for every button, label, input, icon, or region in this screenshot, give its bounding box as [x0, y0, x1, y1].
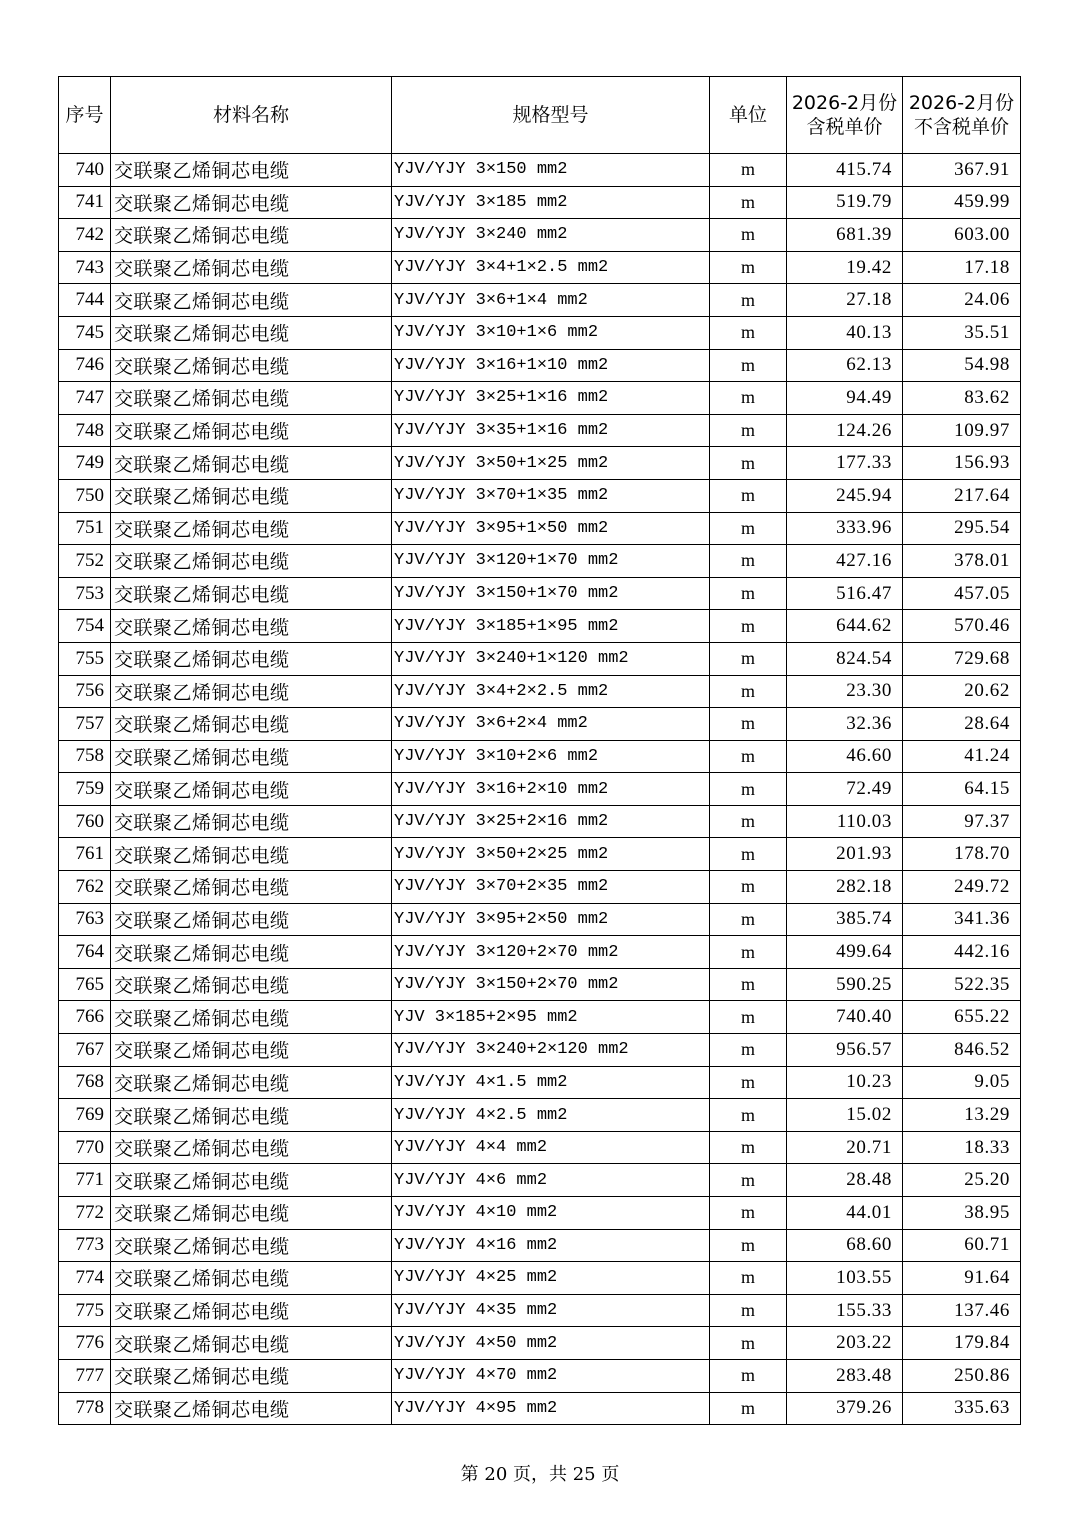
cell-price-tax: 72.49: [787, 773, 903, 806]
cell-material-name: 交联聚乙烯铜芯电缆: [111, 968, 392, 1001]
cell-price-notax: 28.64: [903, 708, 1021, 741]
cell-price-tax: 124.26: [787, 414, 903, 447]
cell-seq: 760: [59, 805, 111, 838]
table-row: [59, 1034, 1021, 1067]
cell-material-name: 交联聚乙烯铜芯电缆: [111, 1131, 392, 1164]
cell-price-notax: 64.15: [903, 773, 1021, 806]
cell-material-name: 交联聚乙烯铜芯电缆: [111, 805, 392, 838]
cell-material-name: 交联聚乙烯铜芯电缆: [111, 186, 392, 219]
cell-material-name: 交联聚乙烯铜芯电缆: [111, 1001, 392, 1034]
table-row: [59, 903, 1021, 936]
cell-spec: YJV/YJY 3×6+1×4 mm2: [392, 284, 710, 317]
table-row: [59, 1131, 1021, 1164]
header-unit: 单位: [710, 77, 787, 154]
cell-material-name: 交联聚乙烯铜芯电缆: [111, 708, 392, 741]
table-row: [59, 805, 1021, 838]
cell-unit: m: [710, 414, 787, 447]
cell-material-name: 交联聚乙烯铜芯电缆: [111, 675, 392, 708]
cell-material-name: 交联聚乙烯铜芯电缆: [111, 642, 392, 675]
cell-material-name: 交联聚乙烯铜芯电缆: [111, 610, 392, 643]
cell-price-notax: 25.20: [903, 1164, 1021, 1197]
table-row: [59, 382, 1021, 415]
cell-unit: m: [710, 903, 787, 936]
cell-price-notax: 179.84: [903, 1327, 1021, 1360]
cell-unit: m: [710, 479, 787, 512]
cell-unit: m: [710, 1197, 787, 1230]
cell-seq: 773: [59, 1229, 111, 1262]
table-row: [59, 871, 1021, 904]
cell-price-tax: 824.54: [787, 642, 903, 675]
cell-price-notax: 249.72: [903, 871, 1021, 904]
table-row: [59, 284, 1021, 317]
cell-unit: m: [710, 1392, 787, 1425]
cell-price-notax: 570.46: [903, 610, 1021, 643]
cell-seq: 763: [59, 903, 111, 936]
cell-spec: YJV/YJY 3×16+2×10 mm2: [392, 773, 710, 806]
cell-unit: m: [710, 1131, 787, 1164]
cell-price-tax: 94.49: [787, 382, 903, 415]
cell-price-notax: 109.97: [903, 414, 1021, 447]
cell-price-notax: 295.54: [903, 512, 1021, 545]
cell-spec: YJV/YJY 3×150 mm2: [392, 154, 710, 187]
table-row: [59, 773, 1021, 806]
cell-price-tax: 519.79: [787, 186, 903, 219]
cell-seq: 758: [59, 740, 111, 773]
cell-material-name: 交联聚乙烯铜芯电缆: [111, 1262, 392, 1295]
cell-seq: 756: [59, 675, 111, 708]
cell-material-name: 交联聚乙烯铜芯电缆: [111, 838, 392, 871]
cell-price-notax: 156.93: [903, 447, 1021, 480]
cell-price-tax: 46.60: [787, 740, 903, 773]
cell-unit: m: [710, 186, 787, 219]
cell-price-tax: 103.55: [787, 1262, 903, 1295]
cell-spec: YJV/YJY 3×150+2×70 mm2: [392, 968, 710, 1001]
cell-seq: 761: [59, 838, 111, 871]
cell-material-name: 交联聚乙烯铜芯电缆: [111, 251, 392, 284]
cell-unit: m: [710, 740, 787, 773]
cell-price-notax: 457.05: [903, 577, 1021, 610]
cell-material-name: 交联聚乙烯铜芯电缆: [111, 512, 392, 545]
cell-spec: YJV/YJY 4×10 mm2: [392, 1197, 710, 1230]
table-row: [59, 1001, 1021, 1034]
cell-price-notax: 729.68: [903, 642, 1021, 675]
cell-unit: m: [710, 1294, 787, 1327]
cell-spec: YJV/YJY 4×50 mm2: [392, 1327, 710, 1360]
cell-spec: YJV/YJY 3×6+2×4 mm2: [392, 708, 710, 741]
cell-price-tax: 333.96: [787, 512, 903, 545]
cell-unit: m: [710, 154, 787, 187]
cell-seq: 749: [59, 447, 111, 480]
cell-seq: 744: [59, 284, 111, 317]
cell-price-notax: 83.62: [903, 382, 1021, 415]
cell-price-notax: 9.05: [903, 1066, 1021, 1099]
cell-price-notax: 20.62: [903, 675, 1021, 708]
cell-price-tax: 15.02: [787, 1099, 903, 1132]
cell-spec: YJV/YJY 4×95 mm2: [392, 1392, 710, 1425]
cell-unit: m: [710, 1229, 787, 1262]
cell-price-tax: 681.39: [787, 219, 903, 252]
table-body: [59, 154, 1021, 1425]
table-row: [59, 545, 1021, 578]
table-row: [59, 1294, 1021, 1327]
header-row: [59, 77, 1021, 154]
cell-spec: YJV/YJY 4×4 mm2: [392, 1131, 710, 1164]
cell-price-tax: 203.22: [787, 1327, 903, 1360]
cell-unit: m: [710, 642, 787, 675]
cell-seq: 759: [59, 773, 111, 806]
table-row: [59, 936, 1021, 969]
cell-spec: YJV/YJY 3×70+1×35 mm2: [392, 479, 710, 512]
cell-price-tax: 379.26: [787, 1392, 903, 1425]
cell-unit: m: [710, 447, 787, 480]
cell-price-tax: 110.03: [787, 805, 903, 838]
table-row: [59, 1262, 1021, 1295]
cell-price-tax: 19.42: [787, 251, 903, 284]
cell-unit: m: [710, 545, 787, 578]
cell-spec: YJV/YJY 3×120+2×70 mm2: [392, 936, 710, 969]
cell-material-name: 交联聚乙烯铜芯电缆: [111, 1197, 392, 1230]
cell-material-name: 交联聚乙烯铜芯电缆: [111, 740, 392, 773]
cell-spec: YJV/YJY 4×35 mm2: [392, 1294, 710, 1327]
table-row: [59, 642, 1021, 675]
cell-material-name: 交联聚乙烯铜芯电缆: [111, 1359, 392, 1392]
table-row: [59, 708, 1021, 741]
cell-price-notax: 54.98: [903, 349, 1021, 382]
cell-spec: YJV/YJY 4×2.5 mm2: [392, 1099, 710, 1132]
cell-price-notax: 341.36: [903, 903, 1021, 936]
cell-seq: 740: [59, 154, 111, 187]
cell-unit: m: [710, 577, 787, 610]
cell-price-tax: 10.23: [787, 1066, 903, 1099]
cell-spec: YJV/YJY 3×4+2×2.5 mm2: [392, 675, 710, 708]
table-row: [59, 740, 1021, 773]
cell-price-tax: 62.13: [787, 349, 903, 382]
cell-material-name: 交联聚乙烯铜芯电缆: [111, 936, 392, 969]
cell-price-notax: 217.64: [903, 479, 1021, 512]
table-row: [59, 219, 1021, 252]
cell-material-name: 交联聚乙烯铜芯电缆: [111, 577, 392, 610]
table-row: [59, 251, 1021, 284]
cell-price-notax: 137.46: [903, 1294, 1021, 1327]
table-row: [59, 154, 1021, 187]
cell-material-name: 交联聚乙烯铜芯电缆: [111, 447, 392, 480]
cell-material-name: 交联聚乙烯铜芯电缆: [111, 349, 392, 382]
cell-seq: 757: [59, 708, 111, 741]
cell-price-tax: 32.36: [787, 708, 903, 741]
cell-spec: YJV/YJY 3×16+1×10 mm2: [392, 349, 710, 382]
header-price-notax-line2: 不含税单价: [913, 116, 1009, 138]
cell-seq: 765: [59, 968, 111, 1001]
cell-seq: 751: [59, 512, 111, 545]
cell-seq: 754: [59, 610, 111, 643]
cell-seq: 753: [59, 577, 111, 610]
cell-spec: YJV/YJY 4×16 mm2: [392, 1229, 710, 1262]
cell-seq: 752: [59, 545, 111, 578]
cell-unit: m: [710, 968, 787, 1001]
cell-price-notax: 442.16: [903, 936, 1021, 969]
cell-unit: m: [710, 1099, 787, 1132]
cell-price-tax: 177.33: [787, 447, 903, 480]
cell-price-notax: 24.06: [903, 284, 1021, 317]
cell-spec: YJV/YJY 3×25+2×16 mm2: [392, 805, 710, 838]
cell-spec: YJV/YJY 3×120+1×70 mm2: [392, 545, 710, 578]
cell-price-tax: 516.47: [787, 577, 903, 610]
cell-unit: m: [710, 1327, 787, 1360]
cell-spec: YJV/YJY 4×70 mm2: [392, 1359, 710, 1392]
header-seq: 序号: [59, 77, 111, 154]
cell-unit: m: [710, 512, 787, 545]
cell-spec: YJV/YJY 3×150+1×70 mm2: [392, 577, 710, 610]
cell-seq: 741: [59, 186, 111, 219]
cell-seq: 762: [59, 871, 111, 904]
cell-spec: YJV/YJY 4×25 mm2: [392, 1262, 710, 1295]
cell-seq: 742: [59, 219, 111, 252]
cell-price-notax: 38.95: [903, 1197, 1021, 1230]
cell-price-tax: 20.71: [787, 1131, 903, 1164]
table-row: [59, 1327, 1021, 1360]
table-row: [59, 414, 1021, 447]
cell-material-name: 交联聚乙烯铜芯电缆: [111, 871, 392, 904]
cell-price-tax: 499.64: [787, 936, 903, 969]
cell-spec: YJV/YJY 3×185 mm2: [392, 186, 710, 219]
cell-spec: YJV/YJY 3×95+1×50 mm2: [392, 512, 710, 545]
cell-price-tax: 644.62: [787, 610, 903, 643]
cell-price-notax: 603.00: [903, 219, 1021, 252]
cell-price-tax: 27.18: [787, 284, 903, 317]
cell-material-name: 交联聚乙烯铜芯电缆: [111, 316, 392, 349]
cell-price-notax: 378.01: [903, 545, 1021, 578]
cell-material-name: 交联聚乙烯铜芯电缆: [111, 1099, 392, 1132]
cell-price-notax: 846.52: [903, 1034, 1021, 1067]
cell-price-tax: 201.93: [787, 838, 903, 871]
cell-price-tax: 28.48: [787, 1164, 903, 1197]
table-row: [59, 675, 1021, 708]
cell-unit: m: [710, 1001, 787, 1034]
price-table: [58, 76, 1021, 1425]
cell-unit: m: [710, 1262, 787, 1295]
cell-seq: 778: [59, 1392, 111, 1425]
header-price-tax-line2: 含税单价: [806, 116, 883, 138]
cell-price-tax: 385.74: [787, 903, 903, 936]
cell-spec: YJV/YJY 3×70+2×35 mm2: [392, 871, 710, 904]
cell-unit: m: [710, 805, 787, 838]
cell-price-tax: 427.16: [787, 545, 903, 578]
cell-material-name: 交联聚乙烯铜芯电缆: [111, 1327, 392, 1360]
cell-seq: 769: [59, 1099, 111, 1132]
cell-material-name: 交联聚乙烯铜芯电缆: [111, 154, 392, 187]
cell-unit: m: [710, 1359, 787, 1392]
cell-material-name: 交联聚乙烯铜芯电缆: [111, 1066, 392, 1099]
header-price-notax-line1: 2026-2月份: [908, 92, 1015, 114]
cell-seq: 743: [59, 251, 111, 284]
cell-price-tax: 282.18: [787, 871, 903, 904]
table-row: [59, 1229, 1021, 1262]
cell-price-tax: 956.57: [787, 1034, 903, 1067]
table-row: [59, 1099, 1021, 1132]
cell-material-name: 交联聚乙烯铜芯电缆: [111, 1229, 392, 1262]
cell-seq: 768: [59, 1066, 111, 1099]
cell-material-name: 交联聚乙烯铜芯电缆: [111, 545, 392, 578]
cell-unit: m: [710, 251, 787, 284]
cell-material-name: 交联聚乙烯铜芯电缆: [111, 1294, 392, 1327]
cell-seq: 745: [59, 316, 111, 349]
cell-spec: YJV 3×185+2×95 mm2: [392, 1001, 710, 1034]
cell-price-notax: 459.99: [903, 186, 1021, 219]
table-row: [59, 577, 1021, 610]
cell-price-notax: 178.70: [903, 838, 1021, 871]
cell-seq: 774: [59, 1262, 111, 1295]
cell-material-name: 交联聚乙烯铜芯电缆: [111, 284, 392, 317]
header-price-notax: [903, 77, 1021, 154]
cell-price-notax: 97.37: [903, 805, 1021, 838]
table-row: [59, 968, 1021, 1001]
cell-seq: 750: [59, 479, 111, 512]
cell-unit: m: [710, 675, 787, 708]
table-row: [59, 186, 1021, 219]
cell-price-tax: 23.30: [787, 675, 903, 708]
cell-price-notax: 35.51: [903, 316, 1021, 349]
cell-seq: 770: [59, 1131, 111, 1164]
cell-unit: m: [710, 316, 787, 349]
cell-price-tax: 68.60: [787, 1229, 903, 1262]
table-row: [59, 447, 1021, 480]
cell-spec: YJV/YJY 3×185+1×95 mm2: [392, 610, 710, 643]
cell-unit: m: [710, 936, 787, 969]
cell-material-name: 交联聚乙烯铜芯电缆: [111, 773, 392, 806]
cell-seq: 746: [59, 349, 111, 382]
page-footer: 第 20 页，共 25 页: [460, 1464, 620, 1485]
table-row: [59, 316, 1021, 349]
cell-seq: 767: [59, 1034, 111, 1067]
header-price-tax-line1: 2026-2月份: [791, 92, 898, 114]
table-row: [59, 1392, 1021, 1425]
cell-unit: m: [710, 1164, 787, 1197]
cell-material-name: 交联聚乙烯铜芯电缆: [111, 903, 392, 936]
cell-seq: 755: [59, 642, 111, 675]
cell-spec: YJV/YJY 4×1.5 mm2: [392, 1066, 710, 1099]
cell-unit: m: [710, 838, 787, 871]
cell-seq: 772: [59, 1197, 111, 1230]
cell-material-name: 交联聚乙烯铜芯电缆: [111, 1164, 392, 1197]
cell-seq: 764: [59, 936, 111, 969]
cell-price-notax: 41.24: [903, 740, 1021, 773]
table-row: [59, 1359, 1021, 1392]
cell-seq: 777: [59, 1359, 111, 1392]
cell-spec: YJV/YJY 3×4+1×2.5 mm2: [392, 251, 710, 284]
table-row: [59, 838, 1021, 871]
cell-price-tax: 415.74: [787, 154, 903, 187]
cell-price-notax: 17.18: [903, 251, 1021, 284]
cell-spec: YJV/YJY 4×6 mm2: [392, 1164, 710, 1197]
cell-seq: 771: [59, 1164, 111, 1197]
table-row: [59, 349, 1021, 382]
cell-seq: 775: [59, 1294, 111, 1327]
cell-unit: m: [710, 382, 787, 415]
cell-seq: 748: [59, 414, 111, 447]
cell-unit: m: [710, 708, 787, 741]
cell-unit: m: [710, 219, 787, 252]
cell-material-name: 交联聚乙烯铜芯电缆: [111, 414, 392, 447]
cell-unit: m: [710, 1066, 787, 1099]
cell-price-tax: 590.25: [787, 968, 903, 1001]
header-name: 材料名称: [111, 77, 392, 154]
cell-price-tax: 283.48: [787, 1359, 903, 1392]
cell-spec: YJV/YJY 3×240+1×120 mm2: [392, 642, 710, 675]
cell-unit: m: [710, 871, 787, 904]
cell-spec: YJV/YJY 3×25+1×16 mm2: [392, 382, 710, 415]
cell-spec: YJV/YJY 3×10+2×6 mm2: [392, 740, 710, 773]
table-row: [59, 610, 1021, 643]
table-row: [59, 1066, 1021, 1099]
header-spec: 规格型号: [392, 77, 710, 154]
cell-price-notax: 18.33: [903, 1131, 1021, 1164]
cell-material-name: 交联聚乙烯铜芯电缆: [111, 479, 392, 512]
cell-material-name: 交联聚乙烯铜芯电缆: [111, 1034, 392, 1067]
cell-price-notax: 60.71: [903, 1229, 1021, 1262]
cell-price-tax: 155.33: [787, 1294, 903, 1327]
cell-seq: 766: [59, 1001, 111, 1034]
cell-spec: YJV/YJY 3×240 mm2: [392, 219, 710, 252]
cell-material-name: 交联聚乙烯铜芯电缆: [111, 1392, 392, 1425]
cell-material-name: 交联聚乙烯铜芯电缆: [111, 382, 392, 415]
cell-price-tax: 740.40: [787, 1001, 903, 1034]
cell-unit: m: [710, 610, 787, 643]
cell-price-notax: 91.64: [903, 1262, 1021, 1295]
cell-price-notax: 250.86: [903, 1359, 1021, 1392]
table-row: [59, 512, 1021, 545]
cell-material-name: 交联聚乙烯铜芯电缆: [111, 219, 392, 252]
cell-spec: YJV/YJY 3×50+1×25 mm2: [392, 447, 710, 480]
cell-spec: YJV/YJY 3×240+2×120 mm2: [392, 1034, 710, 1067]
header-price-tax: [787, 77, 903, 154]
cell-price-tax: 40.13: [787, 316, 903, 349]
cell-price-tax: 44.01: [787, 1197, 903, 1230]
table-row: [59, 1164, 1021, 1197]
cell-price-notax: 367.91: [903, 154, 1021, 187]
cell-spec: YJV/YJY 3×35+1×16 mm2: [392, 414, 710, 447]
cell-price-tax: 245.94: [787, 479, 903, 512]
table-row: [59, 1197, 1021, 1230]
table-row: [59, 479, 1021, 512]
cell-spec: YJV/YJY 3×10+1×6 mm2: [392, 316, 710, 349]
cell-unit: m: [710, 349, 787, 382]
cell-price-notax: 655.22: [903, 1001, 1021, 1034]
cell-spec: YJV/YJY 3×50+2×25 mm2: [392, 838, 710, 871]
cell-unit: m: [710, 284, 787, 317]
cell-price-notax: 522.35: [903, 968, 1021, 1001]
cell-unit: m: [710, 1034, 787, 1067]
cell-price-notax: 13.29: [903, 1099, 1021, 1132]
cell-unit: m: [710, 773, 787, 806]
cell-price-notax: 335.63: [903, 1392, 1021, 1425]
cell-seq: 747: [59, 382, 111, 415]
cell-seq: 776: [59, 1327, 111, 1360]
cell-spec: YJV/YJY 3×95+2×50 mm2: [392, 903, 710, 936]
